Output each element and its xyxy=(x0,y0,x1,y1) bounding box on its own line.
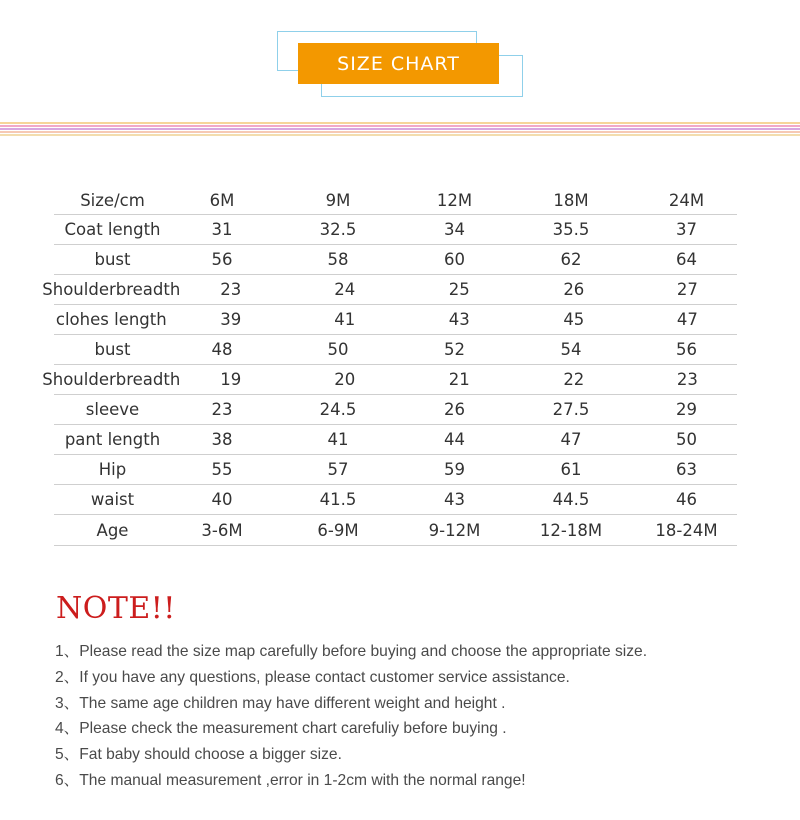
size-table-cell: 43 xyxy=(444,490,465,509)
size-table-cell: 29 xyxy=(676,400,697,419)
size-table-cell: 57 xyxy=(327,460,349,479)
size-table-row xyxy=(42,275,737,305)
size-table-row-label: Shoulderbreadth xyxy=(42,280,181,299)
size-table-cell: 56 xyxy=(211,250,233,269)
size-table-cell: 26 xyxy=(563,280,585,299)
size-table-cell: 35.5 xyxy=(552,220,590,239)
size-table-row xyxy=(54,455,737,485)
size-table-row xyxy=(54,485,737,515)
size-table-cell: 22 xyxy=(563,370,585,389)
size-table-cell: 58 xyxy=(327,250,349,269)
size-table-cell: 48 xyxy=(211,340,233,359)
size-table-header-cell: 6M xyxy=(209,190,235,210)
note-item: 4、Please check the measurement chart carefuliy before buying . xyxy=(55,720,507,738)
note-item: 1、Please read the size map carefully before buying and choose the appropriate size. xyxy=(55,643,648,660)
size-table-row-label: Age xyxy=(96,520,129,540)
size-table-cell: 19 xyxy=(220,370,242,389)
size-table-cell: 43 xyxy=(448,310,470,329)
size-table-cell: 31 xyxy=(211,220,233,239)
size-table-cell: 46 xyxy=(676,490,697,509)
size-table-cell: 37 xyxy=(676,220,697,239)
size-table-cell: 6-9M xyxy=(317,520,359,540)
size-table-cell: 23 xyxy=(220,280,242,299)
size-table-cell: 38 xyxy=(211,430,233,449)
size-table-cell: 25 xyxy=(448,280,470,299)
size-table-row-label: bust xyxy=(94,250,131,269)
size-table-row-label: waist xyxy=(90,490,135,509)
note-title: NOTE!! xyxy=(56,591,176,626)
size-table-cell: 41.5 xyxy=(319,490,357,509)
size-table-row xyxy=(54,395,737,425)
decorative-stripes xyxy=(0,122,800,136)
size-table-cell: 44 xyxy=(444,430,465,449)
stripe-line xyxy=(0,122,800,124)
size-table-cell: 27 xyxy=(676,280,698,299)
size-table-header-cell: Size/cm xyxy=(80,190,145,210)
size-table-cell: 47 xyxy=(560,430,582,449)
size-table-cell: 50 xyxy=(327,340,349,359)
size-table-row xyxy=(54,515,737,546)
size-table-header-cell: 9M xyxy=(325,190,351,210)
size-table-cell: 59 xyxy=(444,460,465,479)
note-list xyxy=(55,642,775,797)
size-table-cell: 23 xyxy=(676,370,698,389)
stripe-line xyxy=(0,128,800,130)
size-table-row-label: pant length xyxy=(64,430,161,449)
note-item: 3、The same age children may have different weight and height . xyxy=(55,694,506,712)
size-chart-title: SIZE CHART xyxy=(298,43,499,84)
size-table-cell: 56 xyxy=(676,340,697,359)
size-table-row-label: bust xyxy=(94,340,131,359)
size-table-cell: 9-12M xyxy=(428,520,481,540)
size-table-cell: 21 xyxy=(448,370,470,389)
note-item: 5、Fat baby should choose a bigger size. xyxy=(55,746,342,764)
size-table-cell: 12-18M xyxy=(539,520,603,540)
size-table-cell: 23 xyxy=(211,400,233,419)
size-table-cell: 44.5 xyxy=(552,490,590,509)
size-table-row-label: Hip xyxy=(98,460,127,479)
size-table-row xyxy=(54,305,737,335)
size-table-cell: 62 xyxy=(560,250,582,269)
size-table-cell: 50 xyxy=(676,430,697,449)
size-table-cell: 24.5 xyxy=(319,400,357,419)
size-table-row xyxy=(54,335,737,365)
stripe-line xyxy=(0,134,800,136)
size-table-cell: 47 xyxy=(676,310,698,329)
size-table-cell: 41 xyxy=(334,310,356,329)
size-table-cell: 63 xyxy=(676,460,697,479)
size-table-header-row xyxy=(54,186,737,215)
size-table xyxy=(42,186,737,546)
note-item: 2、If you have any questions, please contact customer service assistance. xyxy=(55,668,570,686)
stripe-line xyxy=(0,131,800,133)
size-table-cell: 60 xyxy=(444,250,465,269)
size-table-cell: 27.5 xyxy=(552,400,590,419)
size-table-row-label: Shoulderbreadth xyxy=(42,370,181,389)
size-table-cell: 45 xyxy=(563,310,585,329)
size-table-row-label: sleeve xyxy=(85,400,140,419)
size-table-cell: 20 xyxy=(334,370,356,389)
size-table-cell: 52 xyxy=(444,340,465,359)
size-table-cell: 24 xyxy=(334,280,356,299)
size-table-cell: 54 xyxy=(560,340,582,359)
size-table-header-cell: 12M xyxy=(436,190,473,210)
size-table-cell: 18-24M xyxy=(655,520,718,540)
size-table-cell: 39 xyxy=(220,310,242,329)
size-table-row-label: clohes length xyxy=(55,310,167,329)
size-table-cell: 32.5 xyxy=(319,220,357,239)
size-table-cell: 41 xyxy=(327,430,349,449)
size-table-cell: 34 xyxy=(444,220,465,239)
size-table-cell: 55 xyxy=(211,460,233,479)
size-table-row xyxy=(54,425,737,455)
size-table-cell: 26 xyxy=(444,400,465,419)
size-table-row xyxy=(54,245,737,275)
size-table-row xyxy=(54,215,737,245)
note-item: 6、The manual measurement ,error in 1-2cm with the normal range! xyxy=(55,771,526,789)
size-table-cell: 3-6M xyxy=(201,520,243,540)
stripe-line xyxy=(0,125,800,127)
size-table-cell: 61 xyxy=(560,460,582,479)
size-table-row xyxy=(42,365,737,395)
size-table-row-label: Coat length xyxy=(64,220,161,239)
size-table-cell: 64 xyxy=(676,250,697,269)
size-table-header-cell: 18M xyxy=(553,190,589,210)
size-table-cell: 40 xyxy=(211,490,233,509)
size-table-header-cell: 24M xyxy=(668,190,705,210)
